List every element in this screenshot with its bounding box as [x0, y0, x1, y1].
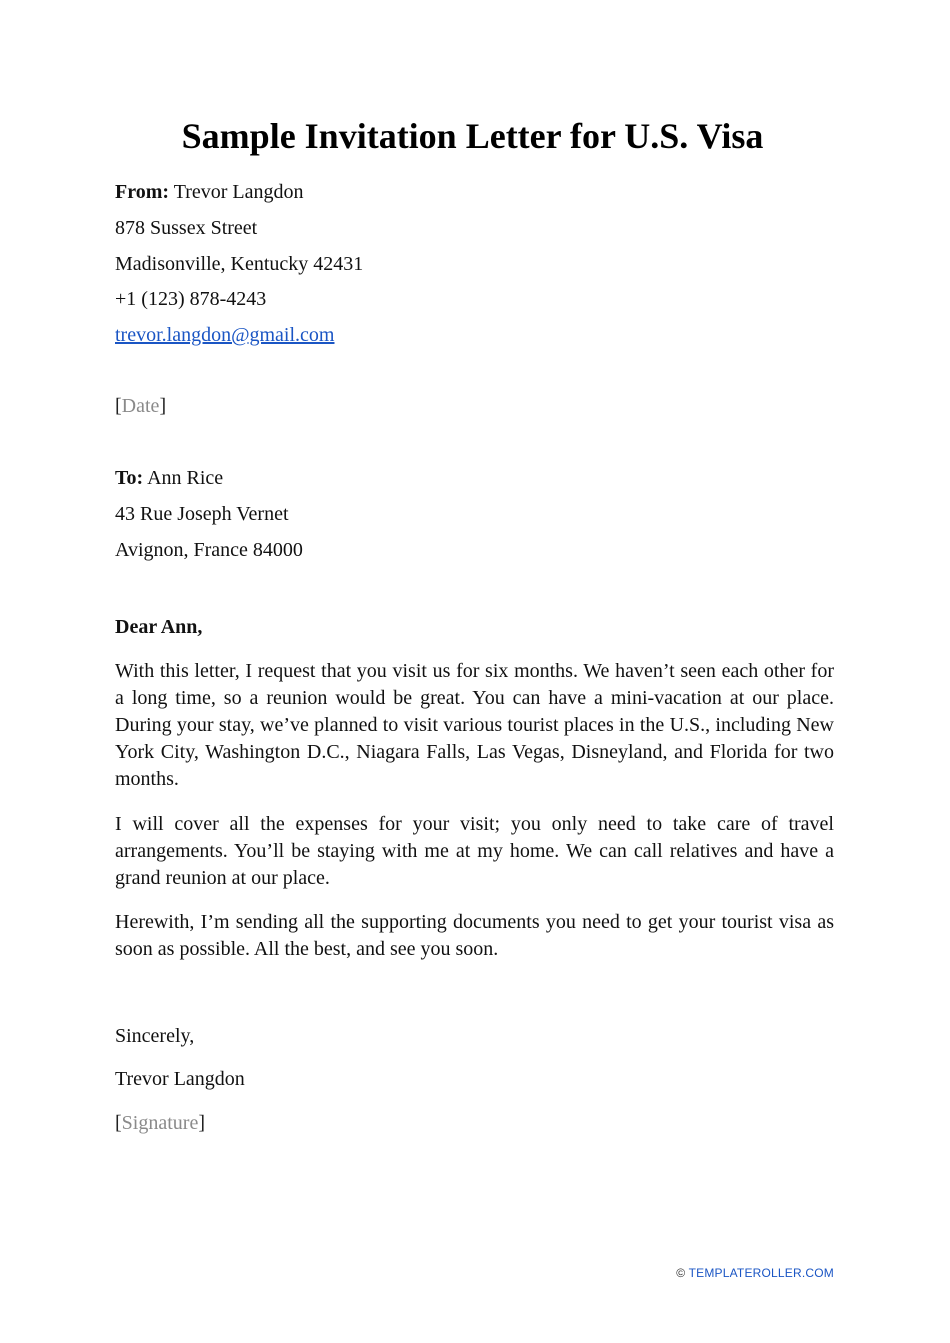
body-paragraph-1: With this letter, I request that you visit us for six months. We haven’t seen each other for a long time, so a reunion would be great. You can have a mini-vacation at our place. During your stay, we’ve planned to visit various tourist places in the U.S., including New York City, Washington D.C., Niagara Falls, Las Vegas, Disneyland, and Florida for two months. [115, 660, 834, 790]
date-close-bracket: ] [159, 395, 167, 417]
salutation: Dear Ann, [115, 616, 203, 638]
date-placeholder: Date [121, 395, 160, 417]
sender-phone: +1 (123) 878-4243 [115, 288, 267, 310]
date-open-bracket: [ [115, 395, 122, 417]
copyright-symbol: © [676, 1266, 686, 1280]
date-field[interactable] [115, 393, 166, 419]
from-label: From: [115, 181, 170, 203]
signature-field[interactable] [115, 1110, 205, 1136]
page-title: Sample Invitation Letter for U.S. Visa [181, 116, 764, 156]
signature-close-bracket: ] [198, 1112, 205, 1134]
closing-name: Trevor Langdon [115, 1068, 245, 1090]
recipient-name: Ann Rice [147, 467, 224, 489]
sender-email-line [115, 322, 334, 348]
signature-open-bracket: [ [115, 1112, 122, 1134]
recipient-name-line [115, 465, 223, 491]
footer-site-link[interactable]: TEMPLATEROLLER.COM [688, 1266, 834, 1280]
footer-credit[interactable] [676, 1265, 834, 1281]
recipient-street: 43 Rue Joseph Vernet [115, 503, 289, 525]
sender-name-line [115, 179, 304, 205]
recipient-city: Avignon, France 84000 [115, 539, 303, 561]
sender-name: Trevor Langdon [173, 181, 304, 203]
body-paragraph-2: I will cover all the expenses for your visit; you only need to take care of travel arrangements. You’ll be staying with me at my home. We can call relatives and have a grand reunion at our place. [115, 813, 834, 889]
signature-placeholder: Signature [121, 1112, 199, 1134]
sender-email-link[interactable]: trevor.langdon@gmail.com [115, 324, 335, 346]
to-label: To: [115, 467, 144, 489]
body-paragraph-3: Herewith, I’m sending all the supporting documents you need to get your tourist visa as soon as possible. All the best, and see you soon. [115, 911, 834, 960]
valediction: Sincerely, [115, 1025, 195, 1047]
sender-city: Madisonville, Kentucky 42431 [115, 253, 364, 275]
sender-street: 878 Sussex Street [115, 217, 258, 239]
